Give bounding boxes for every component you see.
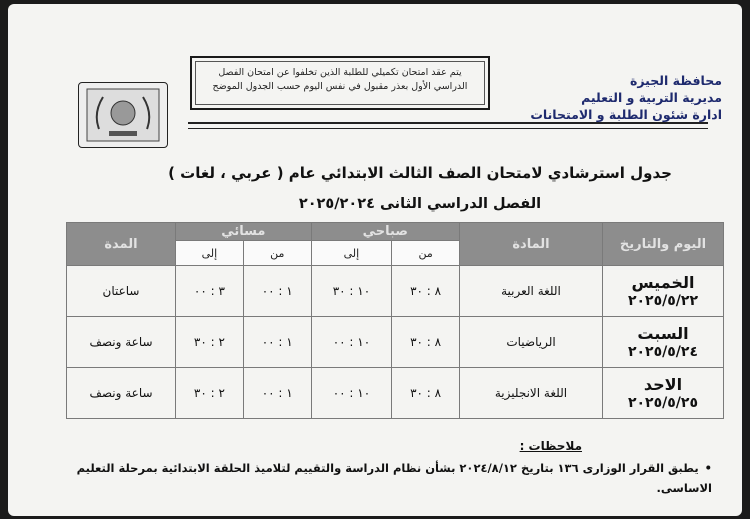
header-divider bbox=[188, 122, 708, 129]
day-name: السبت bbox=[637, 323, 689, 343]
exam-date: ٢٠٢٥/٥/٢٢ bbox=[627, 292, 699, 309]
notes-list bbox=[68, 458, 712, 498]
duration-cell: ساعة ونصف bbox=[67, 368, 176, 419]
subject-cell: اللغة العربية bbox=[460, 266, 603, 317]
header-evening: مسائي bbox=[176, 223, 312, 241]
day-name: الاحد bbox=[643, 374, 683, 394]
evening-from-cell: ١ : ٠٠ bbox=[243, 266, 311, 317]
evening-to-cell: ٣ : ٠٠ bbox=[176, 266, 244, 317]
evening-to-cell: ٢ : ٣٠ bbox=[176, 317, 244, 368]
directorate-header bbox=[530, 72, 722, 123]
morning-from-cell: ٨ : ٣٠ bbox=[392, 266, 460, 317]
day-date-cell bbox=[603, 368, 724, 419]
subject-cell: اللغة الانجليزية bbox=[460, 368, 603, 419]
table-row bbox=[67, 266, 724, 317]
duration-cell: ساعتان bbox=[67, 266, 176, 317]
morning-from-cell: ٨ : ٣٠ bbox=[392, 317, 460, 368]
exam-date: ٢٠٢٥/٥/٢٥ bbox=[627, 394, 699, 411]
header-day-date: اليوم والتاريخ bbox=[603, 223, 724, 266]
subject-cell: الرياضيات bbox=[460, 317, 603, 368]
notes-heading: ملاحظات : bbox=[519, 439, 582, 453]
directorate-logo bbox=[78, 82, 168, 148]
notice-box bbox=[190, 56, 490, 110]
notice-line: الدراسي الأول بعذر مقبول في نفس اليوم حسب الجدول الموضح bbox=[212, 81, 468, 92]
duration-cell: ساعة ونصف bbox=[67, 317, 176, 368]
header-line: ادارة شئون الطلبة و الامتحانات bbox=[530, 107, 722, 122]
morning-to-cell: ١٠ : ٠٠ bbox=[311, 317, 392, 368]
exam-date: ٢٠٢٥/٥/٢٤ bbox=[627, 343, 699, 360]
list-item bbox=[68, 458, 712, 498]
note-text: يطبق القرار الوزارى ١٣٦ بتاريخ ٢٠٢٤/٨/١٢ بشأن نظام الدراسة والتقييم لتلاميذ الحلقة الابتدائية بمرحلة التعليم الاساسى. bbox=[76, 461, 712, 495]
exam-schedule-table bbox=[66, 222, 724, 419]
header-line: مديرية التربية و التعليم bbox=[581, 90, 722, 105]
evening-from-cell: ١ : ٠٠ bbox=[243, 317, 311, 368]
header-subject: المادة bbox=[460, 223, 603, 266]
day-name: الخميس bbox=[631, 272, 695, 292]
table-row bbox=[67, 368, 724, 419]
laurel-emblem-icon bbox=[79, 83, 167, 147]
header-line: محافظة الجيزة bbox=[630, 73, 722, 88]
document-page bbox=[8, 4, 742, 516]
morning-to-cell: ١٠ : ٠٠ bbox=[311, 368, 392, 419]
header-evening-to: إلى bbox=[176, 241, 244, 266]
header-duration: المدة bbox=[67, 223, 176, 266]
morning-to-cell: ١٠ : ٣٠ bbox=[311, 266, 392, 317]
day-date-cell bbox=[603, 317, 724, 368]
evening-from-cell: ١ : ٠٠ bbox=[243, 368, 311, 419]
header-morning-to: إلى bbox=[311, 241, 392, 266]
term-title: الفصل الدراسي الثانى ٢٠٢٥/٢٠٢٤ bbox=[298, 196, 542, 212]
evening-to-cell: ٢ : ٣٠ bbox=[176, 368, 244, 419]
morning-from-cell: ٨ : ٣٠ bbox=[392, 368, 460, 419]
schedule-title: جدول استرشادي لامتحان الصف الثالث الابتدائي عام ( عربي ، لغات ) bbox=[168, 164, 672, 182]
header-morning: صباحي bbox=[311, 223, 459, 241]
bullet-icon: • bbox=[704, 461, 712, 475]
day-date-cell bbox=[603, 266, 724, 317]
header-morning-from: من bbox=[392, 241, 460, 266]
header-evening-from: من bbox=[243, 241, 311, 266]
notice-line: يتم عقد امتحان تكميلي للطلبة الذين تخلفوا عن امتحان الفصل bbox=[218, 67, 462, 78]
table-row bbox=[67, 317, 724, 368]
